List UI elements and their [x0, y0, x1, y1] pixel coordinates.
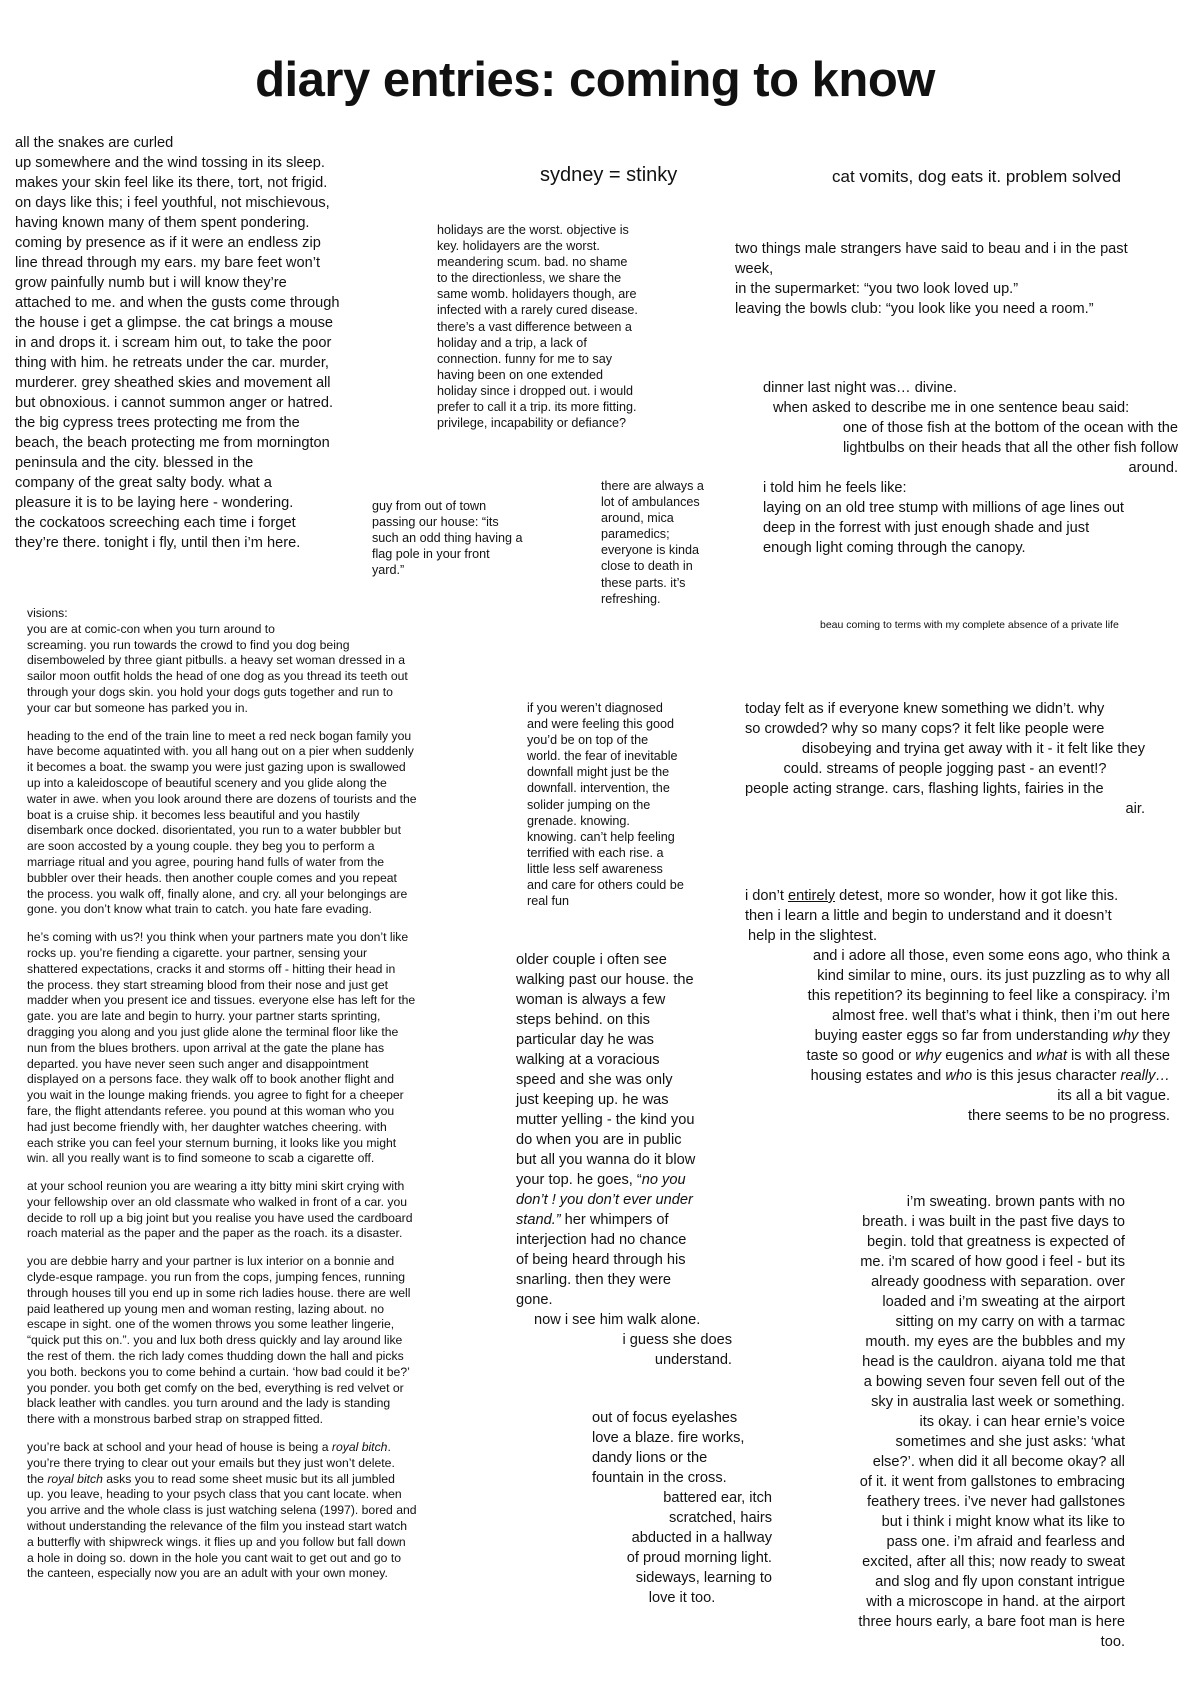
- detest-line: kind similar to mine, ours. its just puzzling as to why all: [817, 968, 1170, 984]
- entry-today: [745, 699, 1145, 819]
- detest-line: and i adore all those, even some eons ago, who think a: [813, 948, 1170, 964]
- vision-train-line: heading to the end of the train line to meet a red neck bogan family you have become aquatinted with. you all hang out on a pier when suddenly it becomes a boat. the swamp you were just gazing upon is swallowed up into a kaleidoscope of beautiful scenery and you glide along the water in awe. when you look around there are dozens of tourists and the boat is a cruise ship. it becomes less beautiful and you hastily disembark once docked. disorientated, you run to a water bubbler but are soon accosted by a young couple. they beg you to perform a marriage ritual and you agree, pouring hand fulls of water from the bubbler over their heads. then another couple comes and you repeat the process. you walk off, finally alone, and cry. all your belongings are gone. you don’t know what train to catch. you hate fare evading.: [27, 728, 417, 917]
- dinner-line: deep in the forrest with just enough shade and just: [763, 520, 1090, 536]
- eyelashes-line: abducted in a hallway: [631, 1530, 772, 1546]
- detest-line: i don’t entirely detest, more so wonder, how it got like this.: [745, 888, 1119, 904]
- today-line: people acting strange. cars, flashing lights, fairies in the: [745, 781, 1104, 797]
- entry-sweating: i’m sweating. brown pants with no breath. i was built in the past five days to begin. told that greatness is expected of me. i'm scared of how good i feel - but its already goodness with separation. over loaded and i’m sweating at the airport sitting on my carry on with a tarmac mouth. my eyes are the bubbles and my head is the cauldron. aiyana told me that a bowing seven four seven fell out of the sky in australia last week or something. its okay. i can hear ernie’s voice sometimes and she just asks: ‘what else?’. when did it all become okay? all of it. it went from gallstones to embracing feathery trees. i’ve never had gallstones but i think i might know what its like to pass one. i’m afraid and fearless and excited, after all this; now ready to sweat and slog and fly upon constant intrigue with a microscope in hand. at the airport three hours early, a bare foot man is here too.: [858, 1194, 1125, 1650]
- eyelashes-line: dandy lions or the: [592, 1450, 708, 1466]
- detest-line: almost free. well that’s what i think, then i’m out here: [832, 1008, 1170, 1024]
- entry-eyelashes: [592, 1408, 772, 1608]
- today-line: could. streams of people jogging past - an event!?: [783, 761, 1107, 777]
- dinner-line: lightbulbs on their heads that all the other fish follow: [842, 440, 1178, 456]
- detest-line: help in the slightest.: [748, 928, 877, 944]
- couple-line: now i see him walk alone.: [534, 1312, 701, 1328]
- eyelashes-line: scratched, hairs: [668, 1510, 772, 1526]
- dinner-line: laying on an old tree stump with millions of age lines out: [763, 500, 1124, 516]
- dinner-line: around.: [1128, 460, 1178, 476]
- detest-line: then i learn a little and begin to understand and it doesn’t: [745, 908, 1112, 924]
- couple-line: i guess she does: [622, 1332, 732, 1348]
- eyelashes-line: love it too.: [648, 1590, 716, 1606]
- eyelashes-line: of proud morning light.: [626, 1550, 772, 1566]
- vision-airport: he’s coming with us?! you think when your partners mate you don’t like rocks up. you’re fiending a cigarette. your partner, sensing your shattered expectations, cracks it and storms off - hitting their head in the process. they start streaming blood from their nose and just get madder when you present ice and tissues. everyone else has left for the gate. you are late and begin to hurry. your partner starts sprinting, dragging you along and you just glide alone the terminal floor like the nun from the blues brothers. upon arrival at the gate the plane has departed. you have never seen such anger and disappointment displayed on a persons face. they walk off to book another flight and you wait in the lounge making friends. you agree to fight for a cheeper fare, the flight attendants referee. you pound at this woman who you had just become friendly with, her daughter watches cheering. with each strike you can feel your sternum burning, it looks like you might win. all you really want is to find someone to scab a cigarette off.: [27, 930, 416, 1166]
- eyelashes-line: love a blaze. fire works,: [592, 1430, 745, 1446]
- entry-older-couple: [516, 950, 732, 1370]
- vision-debbie-harry: you are debbie harry and your partner is lux interior on a bonnie and clyde-esque rampage. you run from the cops, jumping fences, running through houses till you end up in some rich ladies house. there are well paid leathered up young men and woman resting, lazing about. no escape in sight. one of the women throws you some leather lingerie, “quick put this on.”. you and lux both dress quickly and lay around like the rest of them. the rich lady comes thudding down the hall and picks you both. beckons you to come behind a curtain. ‘how bad could it be?’ you ponder. you both get comfy on the bed, everything is red velvet or black leather with candles. you turn around and the lady is standing there with a monstrous barbed strap on strapped fitted.: [27, 1254, 411, 1427]
- detest-line: this repetition? its beginning to feel like a conspiracy. i’m: [807, 988, 1170, 1004]
- today-line: disobeying and tryina get away with it - it felt like they: [801, 741, 1145, 757]
- visions-heading: visions:: [27, 606, 68, 620]
- entry-holidays: holidays are the worst. objective is key. holidayers are the worst. meandering scum. bad. no shame to the directionless, we share the same womb. holidayers though, are infected with a rarely cured disease. there’s a vast difference between a holiday and a trip, a lack of connection. funny for me to say having been on one extended holiday since i dropped out. i would prefer to call it a trip. its more fitting. privilege, incapability or defiance?: [437, 223, 638, 431]
- entry-flag-pole: guy from out of town passing our house: “its such an odd thing having a flag pole in your front yard.”: [372, 499, 523, 578]
- entry-detest: [745, 886, 1170, 1126]
- eyelashes-line: battered ear, itch: [663, 1490, 772, 1506]
- dinner-line: when asked to describe me in one sentence beau said:: [773, 400, 1130, 416]
- vision-school: you’re back at school and your head of house is being a royal bitch. you’re there trying to clear out your emails but they just won’t delete. the royal bitch asks you to read some sheet music but its all jumbled up. you leave, heading to your psych class that you cant locate. when you arrive and the whole class is just watching selena (1997). bored and without understanding the relevance of the film you instead start watch a butterfly with shipwreck wings. it flies up and you follow but fall down a hole in doing so. down in the hole you cant wait to get out and go to the canteen, especially now you are an adult with your own money.: [27, 1440, 417, 1581]
- eyelashes-line: fountain in the cross.: [592, 1470, 727, 1486]
- detest-line: taste so good or why eugenics and what is with all these: [806, 1048, 1170, 1064]
- headline-cat: cat vomits, dog eats it. problem solved: [832, 167, 1122, 186]
- couple-text: older couple i often see walking past our house. the woman is always a few steps behind. on this particular day he was walking at a voracious speed and she was only just keeping up. he was mutter yelling - the kind you do when you are in public but all you wanna do it blow your top. he goes, “no you don’t ! you don’t ever under stand.” her whimpers of interjection had no chance of being heard through his snarling. then they were gone.: [516, 952, 696, 1308]
- dinner-line: enough light coming through the canopy.: [763, 540, 1026, 556]
- today-line: today felt as if everyone knew something we didn’t. why: [745, 701, 1105, 717]
- dinner-line: i told him he feels like:: [763, 480, 907, 496]
- entry-dinner: [763, 378, 1178, 558]
- entry-visions: [27, 606, 502, 1582]
- detest-line: its all a bit vague.: [1057, 1088, 1170, 1104]
- headline-sydney: sydney = stinky: [540, 164, 678, 186]
- dinner-line: one of those fish at the bottom of the ocean with the: [842, 420, 1178, 436]
- page-title: diary entries: coming to know: [255, 53, 935, 107]
- vision-reunion: at your school reunion you are wearing a itty bitty mini skirt crying with your fellowship over an old classmate who walked in front of a car. you decide to roll up a big joint but you realise you have used the cardboard roach material as the paper and the paper as the roach. its a disaster.: [27, 1179, 413, 1241]
- entry-snakes: all the snakes are curled up somewhere and the wind tossing in its sleep. makes your skin feel like its there, tort, not frigid. on days like this; i feel youthful, not mischievous, having known many of them spent pondering. coming by presence as if it were an endless zip line thread through my ears. my bare feet won’t grow painfully numb but i will know they’re attached to me. and when the gusts come through the house i get a glimpse. the cat brings a mouse in and drops it. i scream him out, to take the poor thing with him. he retreats under the car. murder, murderer. grey sheathed skies and movement all but obnoxious. i cannot summon anger or hatred. the big cypress trees protecting me from the beach, the beach protecting me from mornington peninsula and the city. blessed in the company of the great salty body. what a pleasure it is to be laying here - wondering. the cockatoos screeching each time i forget they’re there. tonight i fly, until then i’m here.: [15, 135, 340, 551]
- caption-private-life: beau coming to terms with my complete absence of a private life: [820, 619, 1119, 631]
- detest-line: housing estates and who is this jesus character really…: [810, 1068, 1170, 1084]
- entry-diagnosed: if you weren’t diagnosed and were feeling this good you’d be on top of the world. the fear of inevitable downfall might just be the downfall. intervention, the solider jumping on the grenade. knowing. knowing. can’t help feeling terrified with each rise. a little less self awareness and care for others could be real fun: [527, 701, 684, 909]
- entry-strangers: two things male strangers have said to beau and i in the past week, in the supermarket: “you two look loved up.” leaving the bowls club: “you look like you need a room.”: [735, 241, 1128, 317]
- detest-line: there seems to be no progress.: [968, 1108, 1170, 1124]
- detest-line: buying easter eggs so far from understanding why they: [814, 1028, 1170, 1044]
- today-line: air.: [1125, 801, 1145, 817]
- couple-line: understand.: [654, 1352, 732, 1368]
- eyelashes-line: out of focus eyelashes: [592, 1410, 738, 1426]
- entry-ambulances: there are always a lot of ambulances around, mica paramedics; everyone is kinda close to death in these parts. it’s refreshing.: [601, 479, 704, 606]
- today-line: so crowded? why so many cops? it felt like people were: [745, 721, 1105, 737]
- vision-comic-con: you are at comic-con when you turn around to screaming. you run towards the crowd to find you dog being disemboweled by three giant pitbulls. a heavy set woman dressed in a sailor moon outfit holds the head of one dog as you thread its teeth out through your dogs skin. you hold your dogs guts together and run to your car but someone has parked you in.: [27, 621, 408, 715]
- dinner-line: dinner last night was… divine.: [763, 380, 957, 396]
- eyelashes-line: sideways, learning to: [635, 1570, 772, 1586]
